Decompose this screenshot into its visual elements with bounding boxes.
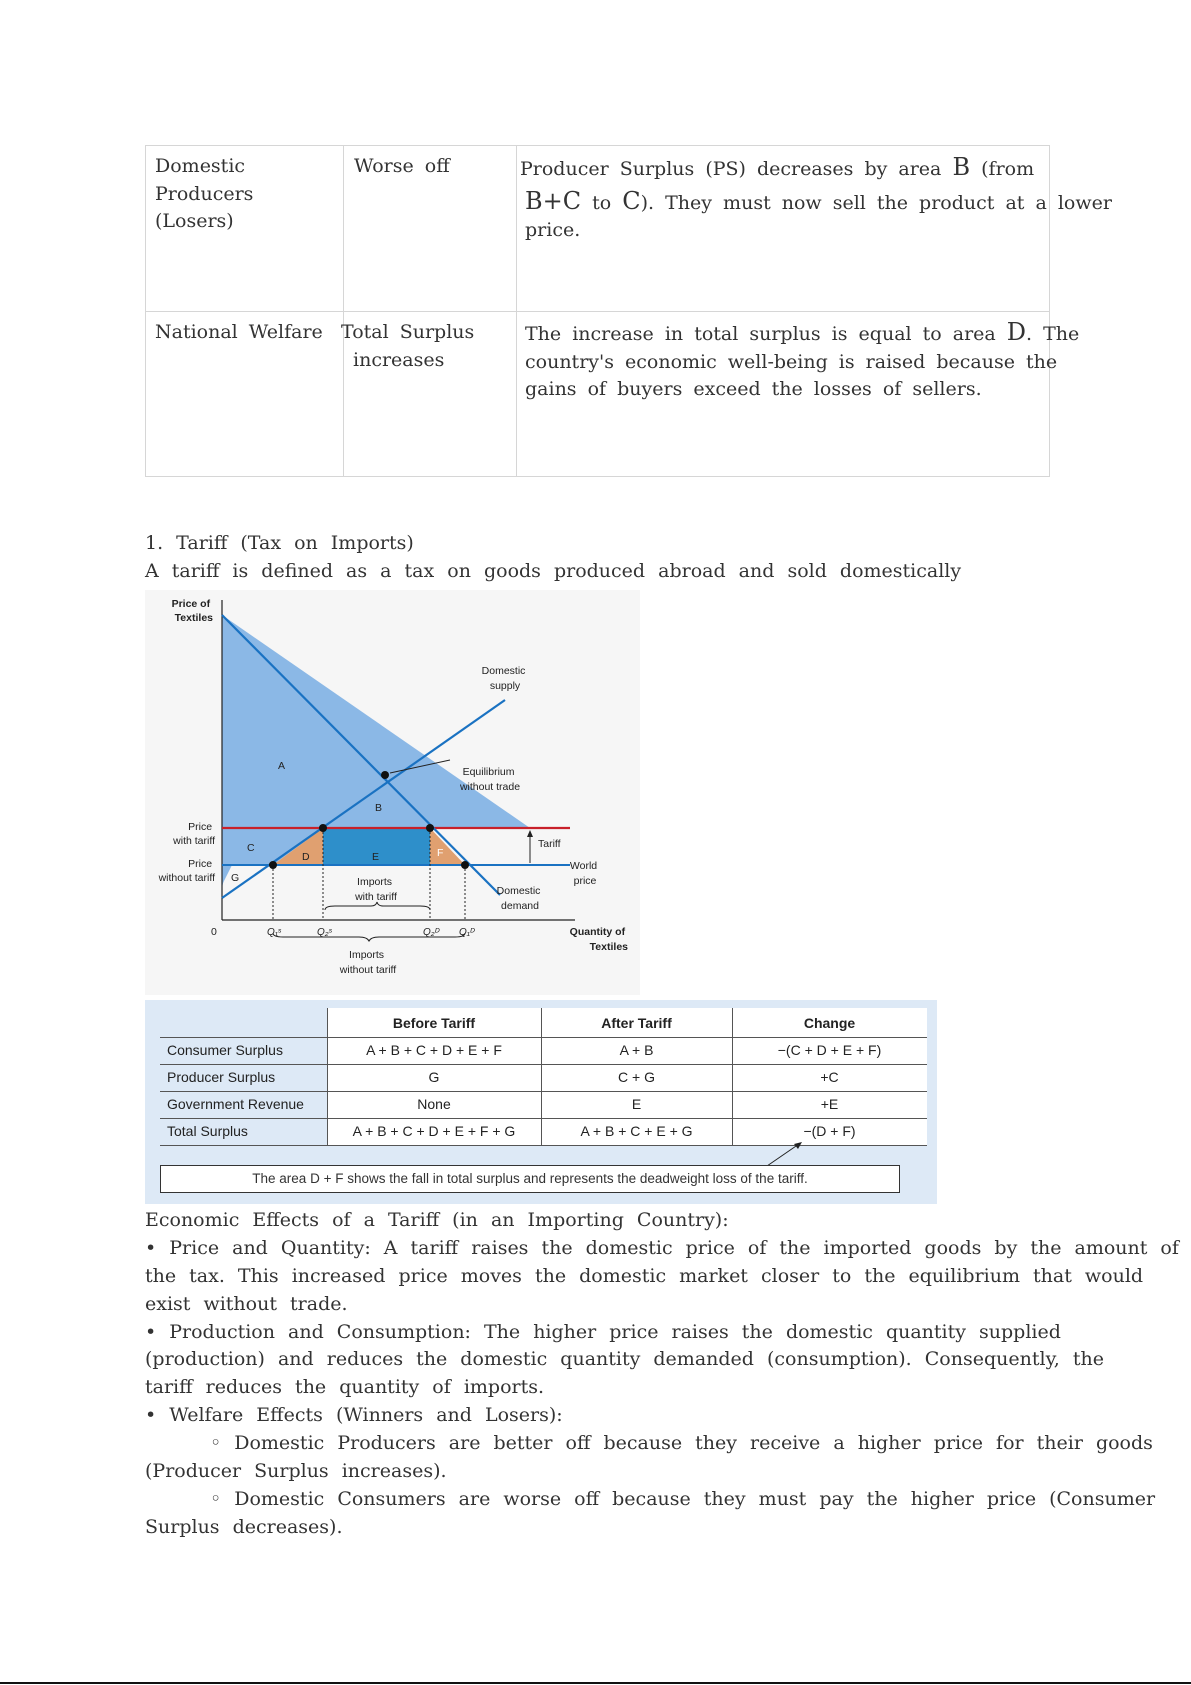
effects-line: • Price and Quantity: A tariff raises the domestic price of the imported goods by the amount of [145, 1237, 1179, 1259]
area-label-a: A [278, 760, 286, 772]
world-price-label: World price [569, 860, 598, 887]
effects-line: tariff reduces the quantity of imports. [145, 1376, 545, 1398]
surplus-summary-table: Before Tariff After Tariff Change Consumer Surplus A + B + C + D + E + F A + B −(C + D + E + F) Producer Surplus G C + G +C Government Revenue None E +E Total Surplus A + B + C + D + E + F + G A + B + C + E + G −(D + F) The area D + F shows the fall in total surplus and represents the deadweight loss of the tariff. [145, 1000, 937, 1204]
demand-label: Domestic demand [496, 885, 541, 912]
tick-q1d: Q₁ᴰ [459, 927, 475, 938]
area-label-c: C [247, 842, 255, 854]
point-q2d [426, 824, 434, 832]
effects-line: • Production and Consumption: The higher price raises the domestic quantity supplied [145, 1321, 1061, 1343]
tariff-definition: A tariff is defined as a tax on goods produced abroad and sold domestically [145, 560, 962, 582]
imports-without-tariff-label: Imports without tariff [339, 949, 397, 976]
table-row-group-label: Domestic Producers (Losers) [155, 155, 254, 232]
price-without-tariff-label: Price without tariff [158, 858, 215, 884]
table-row-detail: Producer Surplus (PS) decreases by area B (from B+C to C). They must now sell the product at a lower price. [520, 153, 1112, 241]
welfare-table [145, 145, 1112, 477]
tick-q2d: Q₂ᴰ [423, 927, 440, 938]
tariff-diagram [145, 590, 640, 995]
header-before-tariff: Before Tariff [392, 1015, 476, 1031]
area-label-f: F [437, 847, 444, 859]
effects-line: (production) and reduces the domestic quantity demanded (consumption). Consequently, the [145, 1348, 1104, 1370]
effects-line: (Producer Surplus increases). [145, 1460, 447, 1482]
header-after-tariff: After Tariff [601, 1015, 672, 1031]
x-axis-label: Quantity of Textiles [569, 926, 628, 953]
point-q2s [319, 824, 327, 832]
tariff-chart-svg [145, 590, 640, 995]
equilibrium-point [381, 771, 389, 779]
deadweight-loss-note: The area D + F shows the fall in total surplus and represents the deadweight loss of the tariff. [160, 1165, 900, 1193]
effects-line: • Welfare Effects (Winners and Losers): [145, 1404, 563, 1426]
equilibrium-label: Equilibrium without trade [459, 766, 521, 793]
header-change: Change [803, 1015, 856, 1031]
effects-line: the tax. This increased price moves the domestic market closer to the equilibrium that would [145, 1265, 1144, 1287]
section-heading: 1. Tariff (Tax on Imports) [145, 532, 414, 554]
table-row-detail: The increase in total surplus is equal to area D. The country's economic well-being is raised because the gains of buyers exceed the losses of sellers. [525, 318, 1080, 400]
imports-with-tariff-label: Imports with tariff [355, 876, 397, 903]
effects-line: ◦ Domestic Producers are better off because they receive a higher price for their goods [210, 1432, 1153, 1454]
bottom-rule [0, 1682, 1191, 1684]
tick-q1s: Q₁ˢ [267, 927, 282, 938]
table-row-effect: Worse off [354, 155, 450, 177]
effects-line: exist without trade. [145, 1293, 348, 1315]
area-label-e: E [372, 851, 380, 863]
area-label-b: B [375, 802, 383, 814]
price-with-tariff-label: Price with tariff [173, 821, 215, 847]
effects-line: ◦ Domestic Consumers are worse off because they must pay the higher price (Consumer [210, 1488, 1156, 1510]
area-f [430, 828, 465, 865]
effects-line: Surplus decreases). [145, 1516, 343, 1538]
tariff-label: Tariff [538, 838, 561, 850]
supply-label: Domestic supply [481, 665, 526, 692]
table-row-group-label: National Welfare [155, 321, 323, 343]
table-row-effect: Total Surplus increases [341, 321, 475, 371]
tariff-arrowhead [527, 830, 533, 837]
area-label-d: D [302, 851, 310, 863]
y-axis-label: Price of Textiles [171, 598, 213, 624]
area-label-g: G [231, 872, 240, 884]
point-q1d [461, 861, 469, 869]
origin-label: 0 [211, 926, 217, 938]
area-a [222, 615, 530, 828]
effects-heading: Economic Effects of a Tariff (in an Importing Country): [145, 1209, 729, 1231]
tick-q2s: Q₂ˢ [317, 927, 332, 938]
brace-imports-with-tariff [325, 902, 430, 910]
point-q1s [269, 861, 277, 869]
